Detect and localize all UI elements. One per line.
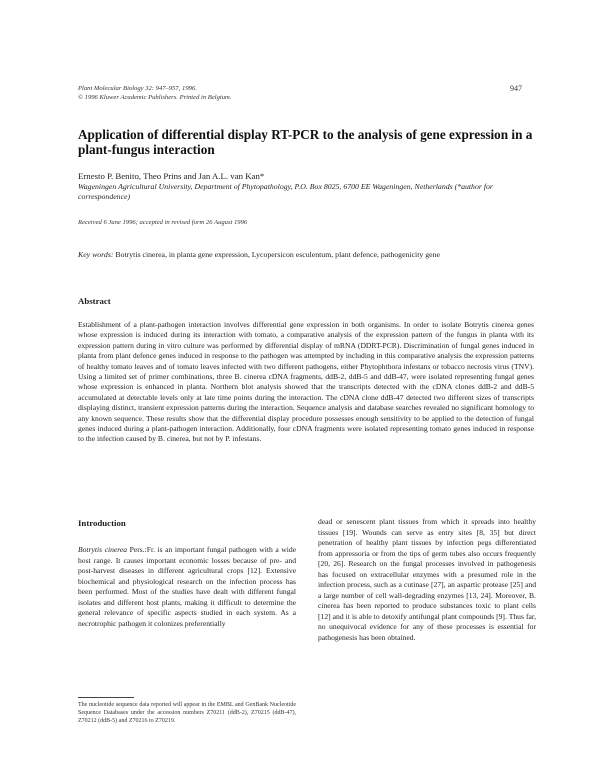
page-number: 947: [510, 84, 522, 93]
article-title: Application of differential display RT-PCR to the analysis of gene expression in a plant-fungus interaction: [78, 127, 533, 157]
received-dates: Received 6 June 1996; accepted in revised form 26 August 1996: [78, 219, 248, 226]
journal-citation: [78, 84, 231, 102]
keywords-text: Botrytis cinerea, in planta gene expression, Lycopersicon esculentum, plant defence, pathogenicity gene: [115, 250, 440, 259]
footnote-divider: [78, 697, 134, 698]
introduction-heading: Introduction: [78, 518, 126, 528]
introduction-left-text: Pers.:Fr. is an important fungal pathogen with a wide host range. It causes important economic losses because of pre- and post-harvest diseases in different agricultural crops [12]. Extensive biochemical and physiological research on the infection process has been performed. Most of the studies have dealt with different fungal isolates and different host plants, making it difficult to determine the general relevance of specific aspects studied in each system. As a necrotrophic pathogen it colonizes preferentially: [78, 545, 296, 628]
keywords: [78, 250, 534, 260]
keywords-label: Key words:: [78, 250, 114, 259]
introduction-species-name: Botrytis cinerea: [78, 545, 128, 554]
introduction-left-column: [78, 545, 296, 629]
author-affiliation: Wageningen Agricultural University, Department of Phytopathology, P.O. Box 8025, 6700 EE Wageningen, Netherlands (*author for correspondence): [78, 182, 493, 201]
footnote: The nucleotide sequence data reported will appear in the EMBL and GenBank Nucleotide Sequence Databases under the accession numbers Z70211 (ddB-2), Z70215 (ddB-47), Z70212 (ddB-5) and Z70216 to Z70219.: [78, 702, 296, 725]
article-authors: Ernesto P. Benito, Theo Prins and Jan A.L. van Kan*: [78, 171, 265, 181]
journal-citation-line1: Plant Molecular Biology 32: 947–957, 1996.: [78, 85, 197, 92]
abstract-heading: Abstract: [78, 296, 111, 306]
introduction-right-column: dead or senescent plant tissues from which it spreads into healthy tissues [19]. Wounds can serve as entry sites [8, 35] but direct penetration of healthy plant tissues by infection pegs differentiated from appressoria or from the tips of germ tubes also occurs frequently [20, 26]. Research on the fungal processes involved in pathogenesis has focused on extracellular enzymes with a presumed role in the infection process, such as a cutinase [27], an aspartic protease [25] and a large number of cell wall-degrading enzymes [13, 24]. Moreover, B. cinerea has been reported to produce substances toxic to plant cells [12] and it is able to detoxify antifungal plant compounds [9]. Thus far, no unequivocal evidence for any of these processes is essential for pathogenesis has been obtained.: [318, 517, 536, 642]
abstract-text: Establishment of a plant-pathogen interaction involves differential gene expression in both organisms. In order to isolate Botrytis cinerea genes whose expression is induced during its interaction with tomato, a comparative analysis of the expression pattern of the fungus in planta with its expression pattern during in vitro culture was performed by differential display of mRNA (DDRT-PCR). Discrimination of fungal genes induced in planta from plant defence genes induced in response to the pathogen was attempted by including in this comparative analysis the expression patterns of healthy tomato leaves and of tomato leaves infected with two different pathogens, either Phytophthora infestans or tobacco necrosis virus (TNV). Using a limited set of primer combinations, three B. cinerea cDNA fragments, ddB-2, ddB-5 and ddB-47, were isolated representing fungal genes whose expression is enhanced in planta. Northern blot analysis showed that the transcripts detected with the cDNA clones ddB-2 and ddB-5 accumulated at detectable levels only at late time points during the interaction. The cDNA clone ddB-47 detected two different sizes of transcripts displaying distinct, transient expression patterns during the interaction. Sequence analysis and database searches revealed no significant homology to any known sequence. These results show that the differential display procedure possesses enough sensitivity to be applied to the detection of fungal genes induced during a plant-pathogen interaction. Additionally, four cDNA fragments were isolated representing tomato genes induced in response to the infection caused by B. cinerea, but not by P. infestans.: [78, 320, 534, 444]
journal-citation-line2: © 1996 Kluwer Academic Publishers. Printed in Belgium.: [78, 94, 232, 101]
